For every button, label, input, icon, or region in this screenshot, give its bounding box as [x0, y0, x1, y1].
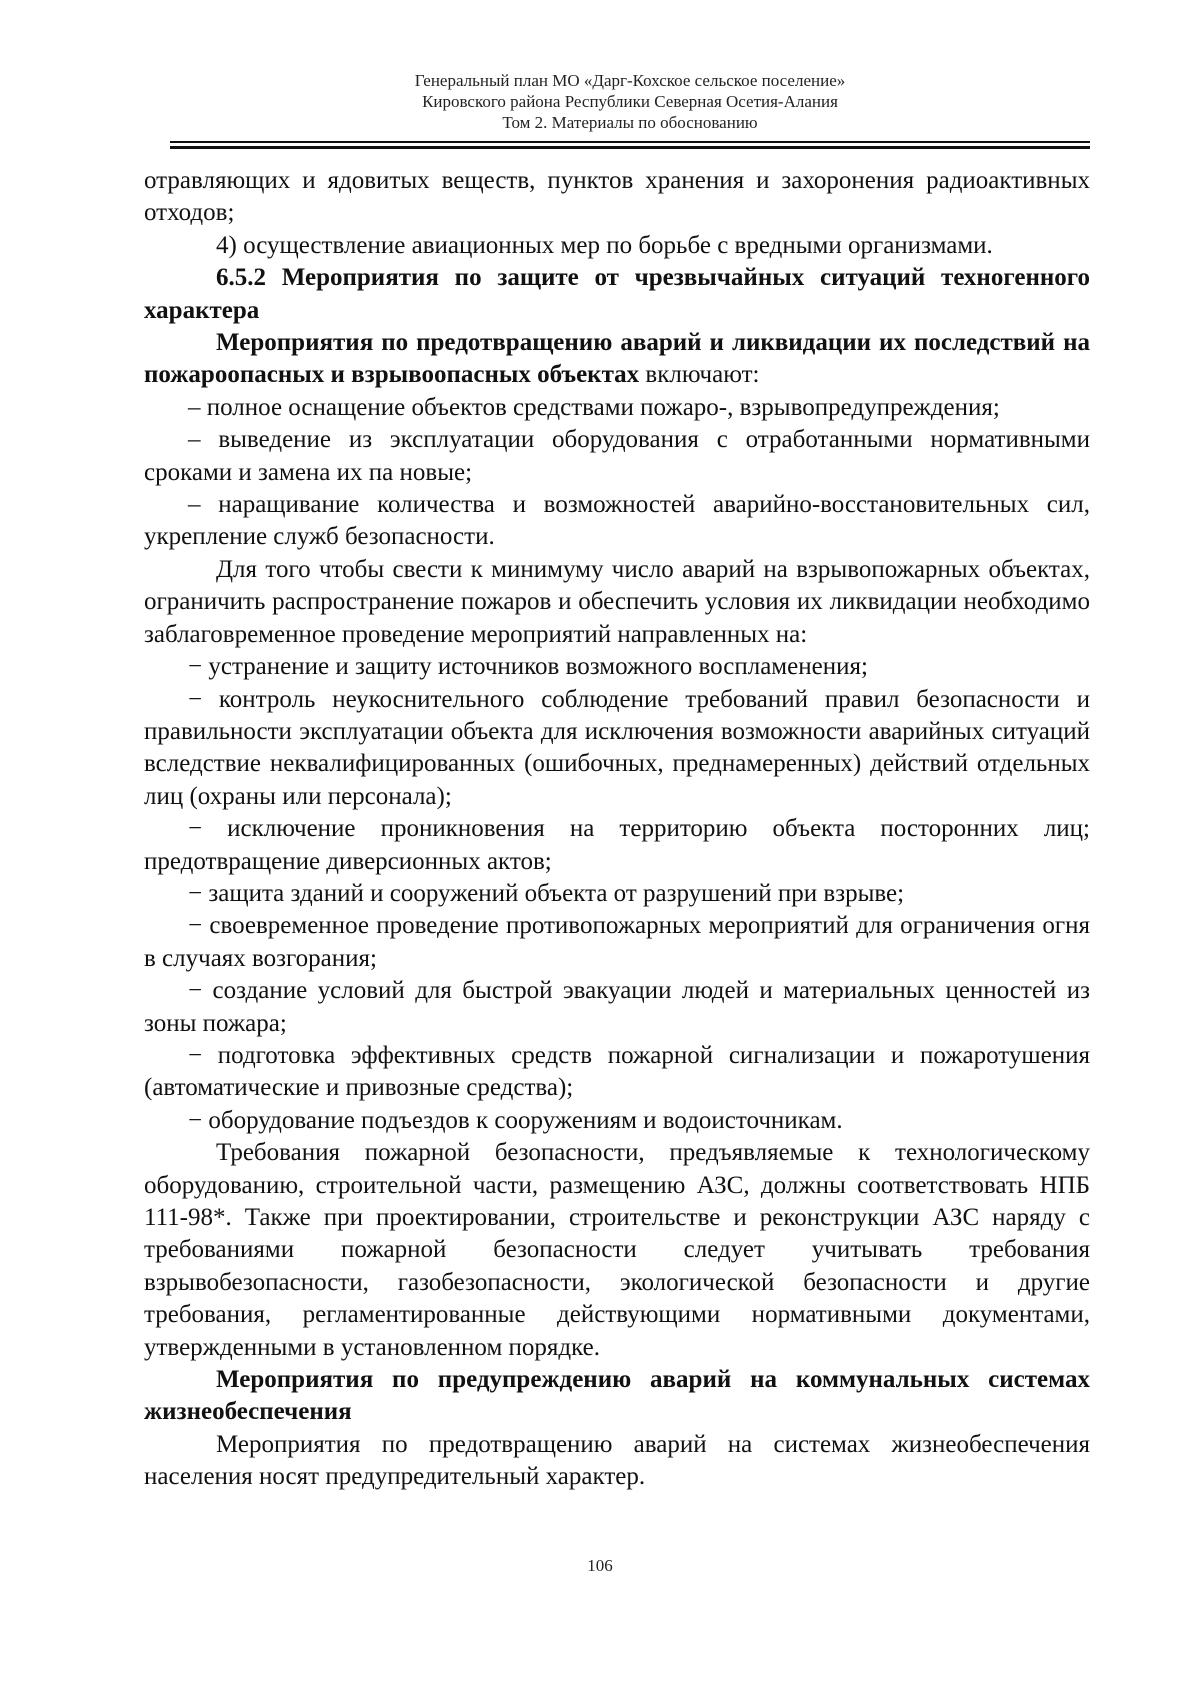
subheading-fire-measures-tail: включают: — [639, 361, 760, 389]
list-item: − подготовка эффективных средств пожарной сигнализации и пожаротушения (автоматические и привозные средства); — [144, 1041, 1090, 1102]
paragraph-item-4: 4) осуществление авиационных мер по борьбе с вредными организмами. — [216, 231, 993, 259]
header-line-1: Генеральный план МО «Дарг-Кохское сельское поселение» — [414, 71, 846, 90]
list-item: − исключение проникновения на территорию объекта посторонних лиц; предотвращение диверсионных актов; — [144, 815, 1090, 875]
subheading-fire-measures — [144, 327, 1090, 392]
list-item: − своевременное проведение противопожарных мероприятий для ограничения огня в случаях возгорания; — [144, 912, 1090, 972]
header-line-3: Том 2. Материалы по обоснованию — [502, 113, 758, 132]
header-divider-thick — [170, 146, 1090, 149]
subheading-fire-measures-bold: Мероприятия по предотвращению аварий и ликвидации их последствий на пожароопасных и взрывоопасных объектах — [144, 329, 1090, 389]
list-item: – наращивание количества и возможностей аварийно-восстановительных сил, укрепление служб безопасности. — [144, 491, 1090, 551]
header-divider-thin — [170, 141, 1090, 143]
list-item: − создание условий для быстрой эвакуации людей и материальных ценностей из зоны пожара; — [144, 977, 1090, 1037]
paragraph-minimize-accidents: Для того чтобы свести к минимуму число аварий на взрывопожарных объектах, ограничить распространение пожаров и обеспечить условия их ликвидации необходимо заблаговременное проведение мероприятий направленных на: — [144, 555, 1090, 648]
page-number: 106 — [587, 1556, 613, 1575]
list-item: – выведение из эксплуатации оборудования с отработанными нормативными сроками и замена их па новые; — [144, 426, 1090, 486]
list-item: − контроль неукоснительного соблюдение требований правил безопасности и правильности эксплуатации объекта для исключения возможности аварийных ситуаций вследствие неквалифицированных (ошибочных, преднамеренных) действий отдельных лиц (охраны или персонала); — [144, 685, 1090, 810]
list-item: − защита зданий и сооружений объекта от разрушений при взрыве; — [188, 879, 905, 907]
document-body — [144, 165, 1090, 1494]
running-header — [170, 70, 1090, 133]
list-item: – полное оснащение объектов средствами пожаро-, взрывопредупреждения; — [188, 393, 1000, 421]
subheading-utility-systems: Мероприятия по предупреждению аварий на коммунальных системах жизнеобеспечения — [144, 1366, 1090, 1426]
paragraph-continuation: отравляющих и ядовитых веществ, пунктов хранения и захоронения радиоактивных отходов; — [144, 167, 1090, 227]
list-item: − устранение и защиту источников возможного воспламенения; — [188, 653, 868, 681]
header-line-2: Кировского района Республики Северная Осетия-Алания — [422, 92, 838, 111]
paragraph-preventive-character: Мероприятия по предотвращению аварий на системах жизнеобеспечения населения носят предупредительный характер. — [144, 1430, 1090, 1491]
section-heading: 6.5.2 Мероприятия по защите от чрезвычайных ситуаций техногенного характера — [144, 264, 1090, 324]
paragraph-fire-requirements: Требования пожарной безопасности, предъявляемые к технологическому оборудованию, строительной части, размещению АЗС, должны соответствовать НПБ 111-98*. Также при проектировании, строительстве и реконструкции АЗС наряду с требованиями пожарной безопасности следует учитывать требования взрывобезопасности, газобезопасности, экологической безопасности и другие требования, регламентированные действующими нормативными документами, утвержденными в установленном порядке. — [144, 1139, 1090, 1361]
list-item: − оборудование подъездов к сооружениям и водоисточникам. — [188, 1106, 843, 1134]
